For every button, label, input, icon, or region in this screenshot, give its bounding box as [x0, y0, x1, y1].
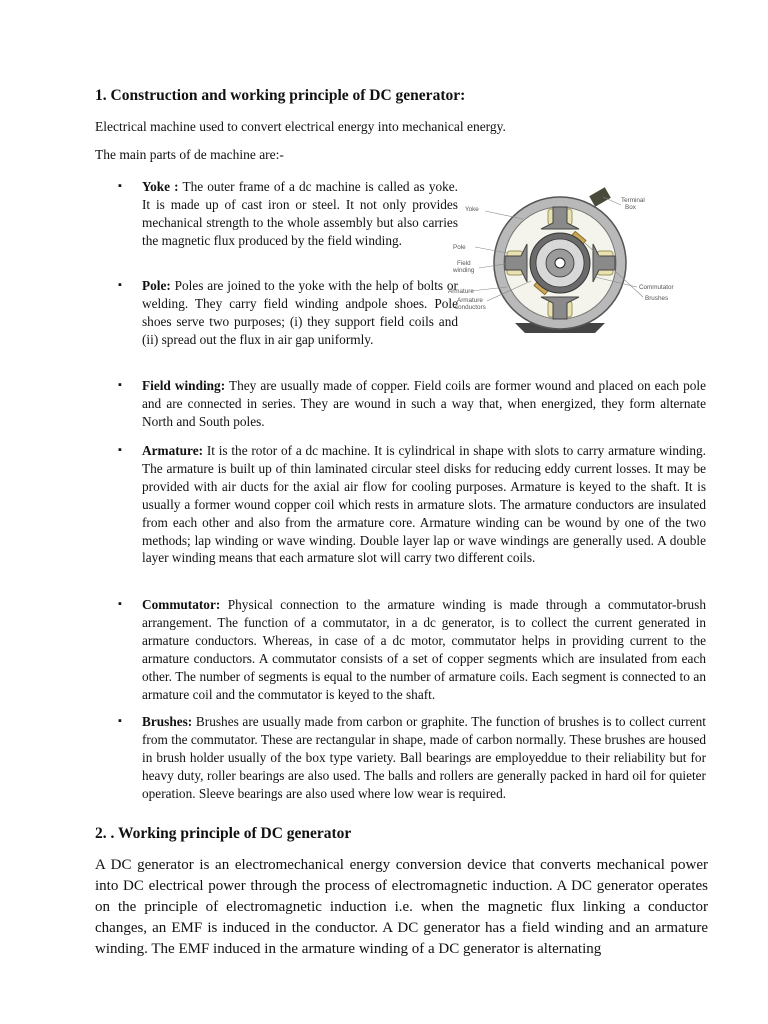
bullet-body: It is the rotor of a dc machine. It is cylindrical in shape with slots to carry armature winding. The armature is built up of thin laminated circular steel disks for reducing eddy current losses. It may be provided with air ducts for the axial air flow for cooling purposes. Armature is keyed to the shaft. It is usually a former wound copper coil which rests in armature slots. The armature conductors are insulated from each other and also from the armature core. Armature winding can be wound by one of the two methods; lap winding or wave winding. Double layer lap or wave windings are generally used. A double layer winding means that each armature slot will carry two different coils. [142, 443, 706, 566]
bullet-marker: ▪ [118, 379, 122, 391]
bullet-term: Pole: [142, 278, 171, 293]
label-commutator: Commutator [639, 284, 674, 291]
bullet-marker: ▪ [118, 598, 122, 610]
bullet-term: Armature: [142, 443, 204, 458]
section-heading-1: 1. Construction and working principle of DC generator: [95, 87, 466, 104]
label-armature: Armature [448, 288, 474, 295]
bullet-marker: ▪ [118, 279, 122, 291]
label-field-winding: Field [457, 260, 471, 267]
bullet-body: Poles are joined to the yoke with the help of bolts or welding. They carry field winding andpole shoes. Pole shoes serve two purposes; (i) they support field coils and (ii) spread out the flux in air gap uniformly. [142, 278, 458, 347]
label-terminal-box-2: Box [625, 204, 636, 211]
label-armature-conductors: Armature [457, 297, 483, 304]
bullet-term: Yoke : [142, 179, 179, 194]
bullet-term: Field winding: [142, 378, 226, 393]
bullet-text [142, 596, 706, 703]
terminal-box-shape [589, 187, 611, 206]
working-principle-paragraph: A DC generator is an electromechanical energy conversion device that converts mechanical power into DC electrical power through the process of electromagnetic induction. A DC generator operates on the principle of electromagnetic induction i.e. when the magnetic flux linking a conductor changes, an EMF is induced in the conductor. A DC generator has a field winding and an armature winding. The EMF induced in the armature winding of a DC generator is alternating [95, 857, 708, 957]
label-terminal-box: Terminal [621, 197, 645, 204]
parts-intro-paragraph: The main parts of de machine are:- [95, 147, 284, 162]
bullet-body: Brushes are usually made from carbon or graphite. The function of brushes is to collect current from the commutator. These are rectangular in shape, made of carbon normally. These brushes are housed in brush holder usually of the box type variety. Ball bearings are employeddue to their reliability but for heavy duty, roller bearings are also used. The balls and rollers are generally packed in hard oil for quieter operation. Sleeve bearings are also used where low wear is required. [142, 714, 706, 801]
bullet-body: The outer frame of a dc machine is called as yoke. It is made up of cast iron or steel. It not only provides mechanical strength to the whole assembly but also carries the magnetic flux produced by the field winding. [142, 179, 459, 248]
section-heading-2: 2. . Working principle of DC generator [95, 825, 352, 842]
bullet-body: They are usually made of copper. Field coils are former wound and placed on each pole and are connected in series. They are wound in such a way that, when energized, they form alternate North and South poles. [142, 378, 706, 429]
bullet-text [142, 713, 706, 803]
dc-machine-svg [445, 183, 715, 343]
label-armature-conductors-2: conductors [455, 304, 486, 311]
intro-paragraph: Electrical machine used to convert electrical energy into mechanical energy. [95, 119, 506, 134]
bullet-term: Brushes: [142, 714, 193, 729]
label-brushes: Brushes [645, 295, 669, 302]
bullet-marker: ▪ [118, 180, 122, 192]
bullet-text [142, 178, 458, 250]
bullet-term: Commutator: [142, 597, 221, 612]
bullet-body: Physical connection to the armature winding is made through a commutator-brush arrangement. The function of a commutator, in a dc generator, is to collect the current generated in armature conductors. Whereas, in case of a dc motor, commutator helps in providing current to the armature conductors. A commutator consists of a set of copper segments which are insulated from each other. The number of segments is equal to the number of armature coils. Each segment is connected to an armature coil and the commutator is keyed to the shaft. [142, 597, 706, 702]
bullet-text [142, 377, 706, 431]
bullet-text [142, 442, 706, 567]
bullet-marker: ▪ [118, 444, 122, 456]
shaft [555, 258, 565, 268]
bullet-text [142, 277, 458, 349]
dc-machine-diagram [445, 183, 715, 343]
label-field-winding-2: winding [453, 267, 475, 274]
label-yoke: Yoke [465, 206, 479, 213]
bullet-marker: ▪ [118, 715, 122, 727]
label-pole: Pole [453, 244, 466, 251]
